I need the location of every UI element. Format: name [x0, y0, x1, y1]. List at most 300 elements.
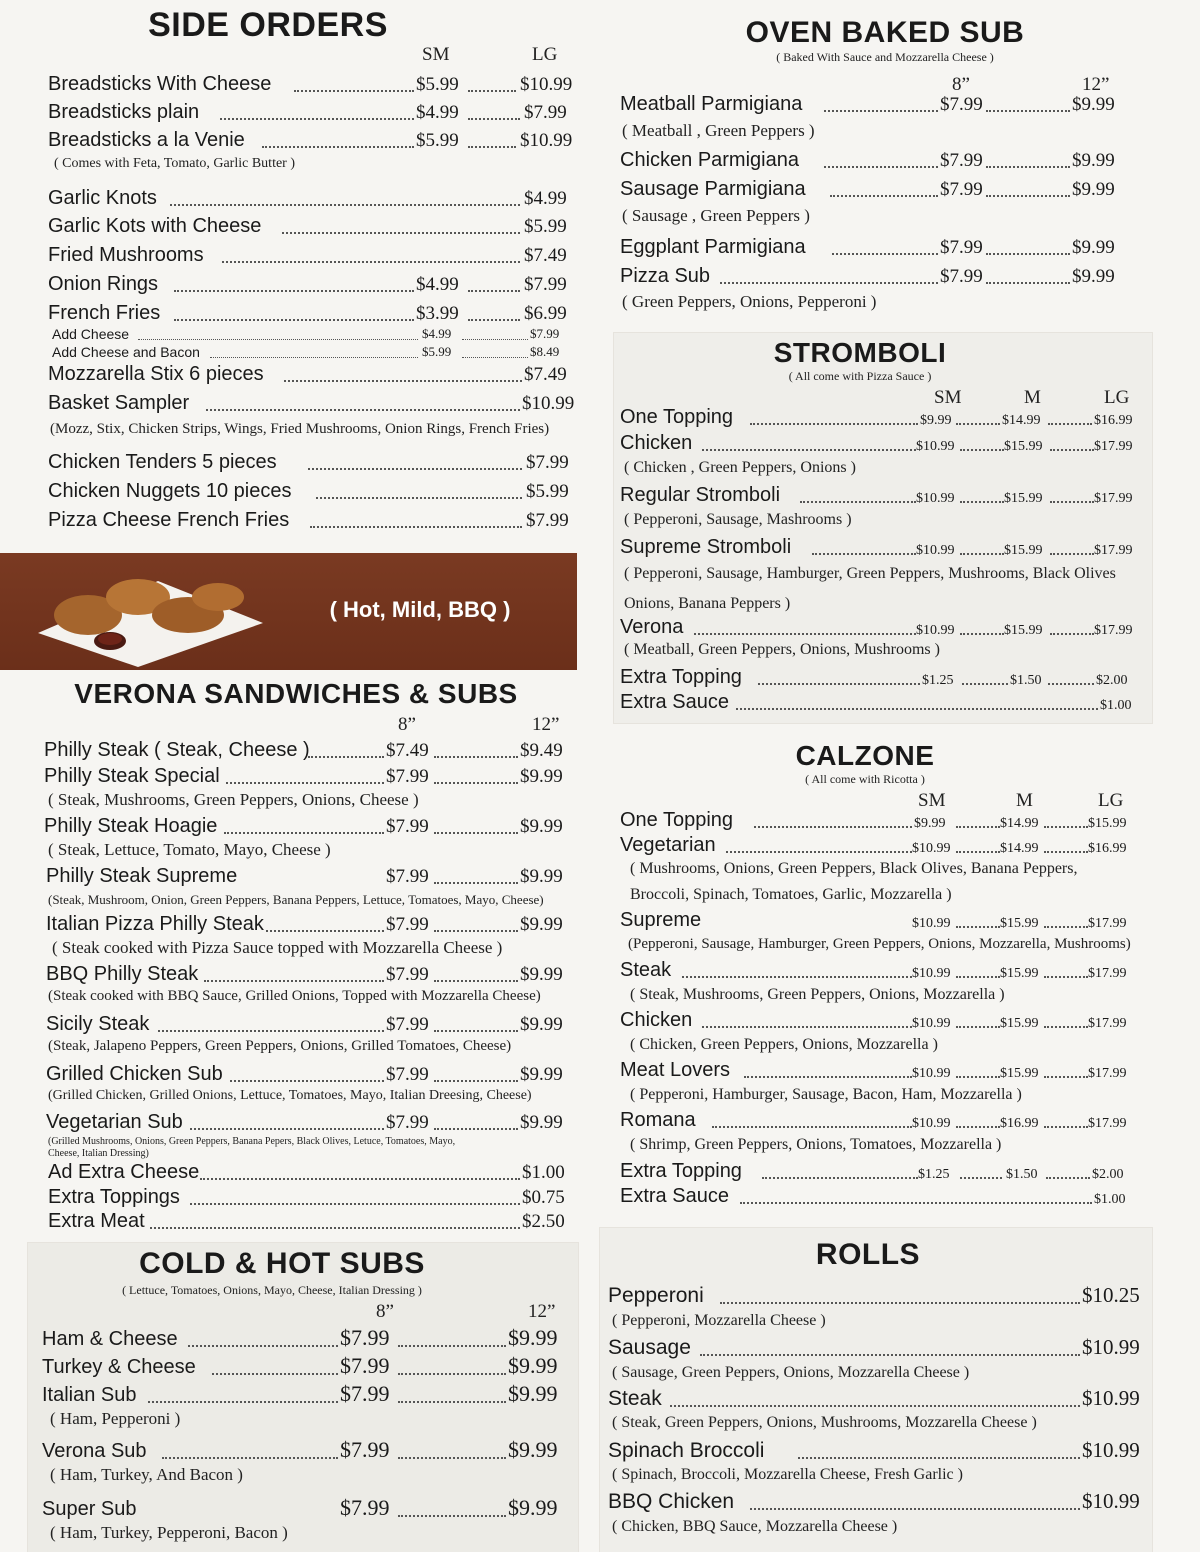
- price-lg: $7.99: [526, 510, 569, 531]
- item-description: (Steak, Mushroom, Onion, Green Peppers, Banana Peppers, Lettuce, Tomatoes, Mayo, Cheese): [48, 892, 544, 907]
- item-name: Onion Rings: [48, 273, 159, 295]
- leader-dots: [308, 756, 384, 758]
- leader-dots: [204, 980, 384, 982]
- menu-item[interactable]: [44, 1185, 568, 1211]
- price-lg: $17.99: [1094, 491, 1133, 506]
- section-subtitle: ( All come with Pizza Sauce ): [788, 369, 932, 383]
- item-name: Garlic Knots: [48, 187, 157, 209]
- menu-item[interactable]: [44, 1062, 568, 1088]
- leader-dots: [956, 1076, 1000, 1078]
- price-lg: $17.99: [1088, 966, 1127, 981]
- leader-dots: [956, 826, 1000, 828]
- leader-dots: [1050, 501, 1094, 503]
- price-8: $7.99: [340, 1325, 390, 1350]
- menu-item[interactable]: [620, 690, 1140, 716]
- item-description: (Grilled Mushrooms, Onions, Green Peppers, Banana Pepers, Black Olives, Letuce, Tomatoes, Mayo,: [48, 1136, 456, 1147]
- price-lg: $17.99: [1088, 1066, 1127, 1081]
- menu-item[interactable]: [620, 483, 1140, 509]
- price-sm: $10.99: [912, 1016, 951, 1031]
- leader-dots: [468, 290, 520, 292]
- column-header-sm: SM: [934, 387, 962, 408]
- leader-dots: [174, 319, 414, 321]
- price-sm: $10.99: [912, 841, 951, 856]
- menu-item[interactable]: [620, 833, 1140, 859]
- price-8: $7.99: [386, 816, 429, 837]
- menu-item[interactable]: [48, 128, 573, 154]
- leader-dots: [230, 1080, 384, 1082]
- price-lg: $17.99: [1088, 916, 1127, 931]
- leader-dots: [158, 1030, 384, 1032]
- menu-item[interactable]: [608, 1383, 1148, 1413]
- section-title: CALZONE: [795, 740, 935, 771]
- item-name: Italian Sub: [42, 1384, 137, 1406]
- leader-dots: [694, 633, 916, 635]
- price-m: $14.99: [1000, 841, 1039, 856]
- price-sm: $5.99: [422, 344, 452, 359]
- menu-item[interactable]: [620, 808, 1140, 834]
- item-name: One Topping: [620, 809, 734, 831]
- item-name: Chicken: [620, 1009, 693, 1031]
- item-name: BBQ Chicken: [608, 1490, 735, 1513]
- item-name: Sausage: [608, 1336, 691, 1359]
- price-12: $1.00: [522, 1162, 565, 1183]
- leader-dots: [1048, 423, 1092, 425]
- section-title: OVEN BAKED SUB: [745, 16, 1025, 49]
- item-name: Meatball Parmigiana: [620, 93, 803, 115]
- price-sm: $5.99: [416, 130, 459, 151]
- leader-dots: [206, 409, 520, 411]
- leader-dots: [986, 110, 1070, 112]
- menu-item[interactable]: [44, 864, 568, 890]
- price-m: $15.99: [1004, 439, 1043, 454]
- leader-dots: [434, 980, 518, 982]
- item-name: Breadsticks a la Venie: [48, 129, 245, 151]
- leader-dots: [754, 826, 912, 828]
- price-lg: $5.99: [524, 216, 567, 237]
- leader-dots: [1050, 449, 1094, 451]
- leader-dots: [832, 253, 938, 255]
- menu-item[interactable]: [42, 1379, 572, 1409]
- leader-dots: [282, 232, 520, 234]
- menu-item[interactable]: [42, 1435, 572, 1465]
- item-name: Chicken Parmigiana: [620, 149, 799, 171]
- item-description: ( Chicken, BBQ Sauce, Mozzarella Cheese ): [612, 1518, 898, 1535]
- leader-dots: [284, 380, 522, 382]
- leader-dots: [220, 118, 414, 120]
- price-lg: $7.49: [524, 245, 567, 266]
- price-12: $9.99: [1072, 237, 1115, 258]
- menu-item[interactable]: [620, 264, 1120, 290]
- menu-item[interactable]: [48, 301, 568, 327]
- leader-dots: [434, 1080, 518, 1082]
- price-8: $7.99: [386, 1014, 429, 1035]
- leader-dots: [210, 357, 418, 358]
- menu-item[interactable]: [42, 1351, 572, 1381]
- menu-item[interactable]: [620, 1108, 1140, 1134]
- verona-sandwiches-section: [44, 676, 568, 1236]
- wings-plate-image: [18, 563, 268, 667]
- price-sm: $10.99: [916, 543, 955, 558]
- price-lg: $7.99: [524, 274, 567, 295]
- price-12: $9.99: [520, 964, 563, 985]
- menu-item[interactable]: [48, 100, 568, 126]
- item-description: (Steak, Jalapeno Peppers, Green Peppers, Onions, Grilled Tomatoes, Cheese): [48, 1038, 512, 1054]
- leader-dots: [824, 110, 938, 112]
- leader-dots: [190, 1203, 520, 1205]
- price-lg: $7.99: [530, 326, 560, 341]
- price-8: $7.99: [386, 914, 429, 935]
- item-name: Vegetarian Sub: [46, 1111, 183, 1133]
- price-12: $9.49: [520, 740, 563, 761]
- item-name: Grilled Chicken Sub: [46, 1063, 223, 1085]
- leader-dots: [800, 501, 916, 503]
- menu-item[interactable]: [42, 1493, 572, 1523]
- item-description: ( Pepperoni, Sausage, Mashrooms ): [624, 511, 852, 528]
- price: $10.99: [1082, 1438, 1140, 1462]
- price-8: $7.99: [940, 237, 983, 258]
- menu-item[interactable]: [620, 92, 1120, 118]
- price-sm: $1.25: [918, 1167, 950, 1182]
- price-lg: $16.99: [1094, 413, 1133, 428]
- menu-item[interactable]: [620, 431, 1140, 457]
- menu-item[interactable]: [44, 1110, 568, 1136]
- leader-dots: [294, 90, 414, 92]
- menu-item[interactable]: [620, 615, 1140, 641]
- leader-dots: [162, 1457, 338, 1459]
- leader-dots: [960, 553, 1004, 555]
- item-name: Philly Steak Supreme: [46, 865, 238, 887]
- price-m: $1.50: [1010, 673, 1042, 688]
- leader-dots: [170, 204, 520, 206]
- price-lg: $2.00: [1096, 673, 1128, 688]
- cold-hot-subs-section: [42, 1243, 572, 1543]
- item-name: Meat Lovers: [620, 1059, 731, 1081]
- leader-dots: [212, 1373, 338, 1375]
- item-name: Turkey & Cheese: [42, 1356, 196, 1378]
- menu-item[interactable]: [620, 235, 1120, 261]
- leader-dots: [960, 449, 1004, 451]
- leader-dots: [1044, 976, 1088, 978]
- price-12: $9.99: [520, 1014, 563, 1035]
- item-name: Add Cheese and Bacon: [52, 344, 200, 360]
- price: $10.99: [1082, 1489, 1140, 1513]
- price-12: $9.99: [508, 1353, 558, 1378]
- price-sm: $5.99: [416, 74, 459, 95]
- menu-item[interactable]: [620, 405, 1140, 431]
- leader-dots: [762, 1177, 918, 1179]
- price: $10.99: [1082, 1386, 1140, 1410]
- item-description: ( Chicken, Green Peppers, Onions, Mozzarella ): [630, 1036, 938, 1053]
- item-name: Verona: [620, 616, 684, 638]
- item-description: ( Pepperoni, Mozzarella Cheese ): [612, 1312, 826, 1329]
- leader-dots: [200, 1178, 520, 1180]
- section-title: COLD & HOT SUBS: [139, 1247, 425, 1280]
- leader-dots: [148, 1401, 338, 1403]
- item-name: Verona Sub: [42, 1440, 147, 1462]
- menu-item[interactable]: [48, 186, 568, 212]
- price-8: $7.99: [386, 964, 429, 985]
- price-8: $7.99: [940, 266, 983, 287]
- calzone-section: [620, 736, 1140, 1216]
- leader-dots: [1048, 683, 1094, 685]
- menu-item[interactable]: [620, 177, 1120, 203]
- price-lg: $6.99: [524, 303, 567, 324]
- leader-dots: [398, 1515, 506, 1517]
- price-lg: $1.00: [1100, 698, 1132, 713]
- leader-dots: [1046, 1177, 1090, 1179]
- item-description: ( Steak cooked with Pizza Sauce topped with Mozzarella Cheese ): [52, 938, 503, 957]
- price-12: $9.99: [1072, 150, 1115, 171]
- price-8: $7.99: [340, 1353, 390, 1378]
- leader-dots: [308, 468, 522, 470]
- item-description: (Steak cooked with BBQ Sauce, Grilled Onions, Topped with Mozzarella Cheese): [48, 988, 541, 1004]
- menu-item[interactable]: [44, 814, 568, 840]
- leader-dots: [720, 282, 938, 284]
- price-12: $9.99: [520, 816, 563, 837]
- price-12: $9.99: [1072, 179, 1115, 200]
- menu-item[interactable]: [620, 665, 1140, 691]
- price-8: $7.99: [940, 179, 983, 200]
- section-subtitle: ( Lettuce, Tomatoes, Onions, Mayo, Cheese, Italian Dressing ): [122, 1283, 422, 1297]
- item-description: ( Comes with Feta, Tomato, Garlic Butter ): [54, 156, 295, 171]
- leader-dots: [190, 1128, 384, 1130]
- menu-item[interactable]: [48, 362, 568, 388]
- leader-dots: [956, 1126, 1000, 1128]
- leader-dots: [720, 1302, 1080, 1304]
- item-name: Pizza Cheese French Fries: [48, 509, 290, 531]
- item-name: Supreme: [620, 909, 702, 931]
- menu-item[interactable]: [44, 738, 568, 764]
- menu-item[interactable]: [42, 1323, 572, 1353]
- item-name: Pizza Sub: [620, 265, 711, 287]
- menu-item[interactable]: [620, 958, 1140, 984]
- leader-dots: [702, 1026, 912, 1028]
- menu-item[interactable]: [620, 1184, 1140, 1210]
- menu-item[interactable]: [48, 391, 575, 417]
- leader-dots: [174, 290, 414, 292]
- leader-dots: [962, 683, 1008, 685]
- price-12: $9.99: [1072, 94, 1115, 115]
- item-description: ( Ham, Turkey, And Bacon ): [50, 1465, 243, 1484]
- wings-flavors: ( Hot, Mild, BBQ ): [329, 597, 511, 622]
- menu-item[interactable]: [44, 1160, 568, 1186]
- menu-item[interactable]: [608, 1486, 1148, 1516]
- menu-item[interactable]: [44, 1209, 568, 1235]
- leader-dots: [1044, 1126, 1088, 1128]
- item-name: Breadsticks plain: [48, 101, 200, 123]
- column-header-12: 12”: [1082, 74, 1110, 95]
- item-name: Steak: [608, 1387, 662, 1410]
- price-lg: $17.99: [1094, 439, 1133, 454]
- menu-item[interactable]: [44, 962, 568, 988]
- menu-item[interactable]: [44, 912, 568, 938]
- item-name: Add Cheese: [52, 326, 130, 342]
- menu-item[interactable]: [48, 508, 568, 534]
- column-header-m: M: [1024, 387, 1041, 408]
- leader-dots: [434, 1030, 518, 1032]
- item-description: Onions, Banana Peppers ): [624, 595, 791, 612]
- price-lg: $7.49: [524, 364, 567, 385]
- menu-item[interactable]: [48, 272, 568, 298]
- price-12: $9.99: [520, 766, 563, 787]
- side-orders-section: [48, 0, 575, 540]
- leader-dots: [310, 526, 522, 528]
- leader-dots: [462, 339, 528, 340]
- item-description: ( Spinach, Broccoli, Mozzarella Cheese, Fresh Garlic ): [612, 1466, 963, 1483]
- leader-dots: [434, 1128, 518, 1130]
- menu-item[interactable]: [608, 1280, 1148, 1310]
- price-sm: $10.99: [916, 439, 955, 454]
- leader-dots: [830, 195, 938, 197]
- price-sm: $10.99: [912, 916, 951, 931]
- price-lg: $10.99: [520, 74, 573, 95]
- item-name: Chicken Tenders 5 pieces: [48, 451, 277, 473]
- rolls-section: [608, 1228, 1148, 1548]
- leader-dots: [712, 1126, 912, 1128]
- price-8: $7.99: [340, 1381, 390, 1406]
- leader-dots: [986, 253, 1070, 255]
- leader-dots: [986, 282, 1070, 284]
- item-name: Chicken: [620, 432, 693, 454]
- column-header-8: 8”: [398, 714, 416, 735]
- item-description: ( Chicken , Green Peppers, Onions ): [624, 459, 856, 476]
- section-subtitle: ( Baked With Sauce and Mozzarella Cheese ): [776, 50, 994, 64]
- menu-item[interactable]: [620, 535, 1140, 561]
- menu-item[interactable]: [620, 148, 1120, 174]
- price: $10.99: [1082, 1335, 1140, 1359]
- leader-dots: [986, 195, 1070, 197]
- leader-dots: [150, 1227, 520, 1229]
- leader-dots: [398, 1373, 506, 1375]
- menu-item[interactable]: [48, 344, 568, 362]
- leader-dots: [226, 782, 384, 784]
- menu-item[interactable]: [620, 1159, 1140, 1185]
- leader-dots: [956, 423, 1000, 425]
- item-name: Extra Sauce: [620, 1185, 729, 1207]
- price-8: $7.99: [340, 1437, 390, 1462]
- leader-dots: [726, 851, 912, 853]
- leader-dots: [468, 90, 516, 92]
- leader-dots: [750, 423, 918, 425]
- rolls-panel: [600, 1228, 1152, 1552]
- price-m: $14.99: [1002, 413, 1041, 428]
- price-8: $7.49: [386, 740, 429, 761]
- menu-item[interactable]: [620, 1008, 1140, 1034]
- leader-dots: [434, 782, 518, 784]
- item-description: ( Pepperoni, Hamburger, Sausage, Bacon, Ham, Mozzarella ): [630, 1086, 1022, 1103]
- menu-item[interactable]: [48, 450, 568, 476]
- menu-item[interactable]: [48, 326, 568, 344]
- price-sm: $3.99: [416, 303, 459, 324]
- cold-hot-subs-panel: [28, 1243, 578, 1552]
- price-8: $7.99: [340, 1495, 390, 1520]
- price-sm: $10.99: [912, 1116, 951, 1131]
- leader-dots: [188, 1345, 338, 1347]
- price-lg: $16.99: [1088, 841, 1127, 856]
- column-header-lg: LG: [1104, 387, 1130, 408]
- leader-dots: [1044, 826, 1088, 828]
- menu-item[interactable]: [44, 1012, 568, 1038]
- menu-item[interactable]: [620, 908, 1140, 934]
- item-name: Extra Meat: [48, 1210, 145, 1232]
- price-lg: $1.00: [1094, 1192, 1126, 1207]
- leader-dots: [956, 976, 1000, 978]
- oven-baked-section: [620, 0, 1120, 320]
- item-name: Supreme Stromboli: [620, 536, 792, 558]
- menu-item[interactable]: [608, 1332, 1148, 1362]
- item-description: ( Meatball , Green Peppers ): [622, 121, 815, 140]
- leader-dots: [956, 1026, 1000, 1028]
- item-description: (Mozz, Stix, Chicken Strips, Wings, Fried Mushrooms, Onion Rings, French Fries): [50, 421, 550, 437]
- price-sm: $9.99: [920, 413, 952, 428]
- price-lg: $17.99: [1094, 623, 1133, 638]
- leader-dots: [682, 976, 912, 978]
- item-name: Extra Sauce: [620, 691, 729, 713]
- price-m: $1.50: [1006, 1167, 1038, 1182]
- leader-dots: [434, 930, 518, 932]
- item-name: Extra Toppings: [48, 1186, 180, 1208]
- price-lg: $7.99: [526, 452, 569, 473]
- price-lg: $17.99: [1088, 1116, 1127, 1131]
- column-header-12: 12”: [532, 714, 560, 735]
- column-header-sm: SM: [918, 790, 946, 811]
- stromboli-panel: [614, 333, 1152, 723]
- leader-dots: [758, 683, 920, 685]
- item-description: ( Mushrooms, Onions, Green Peppers, Black Olives, Banana Peppers,: [630, 860, 1078, 877]
- leader-dots: [986, 166, 1070, 168]
- item-name: Eggplant Parmigiana: [620, 236, 806, 258]
- leader-dots: [702, 449, 916, 451]
- leader-dots: [266, 930, 384, 932]
- column-header-8: 8”: [952, 74, 970, 95]
- menu-item[interactable]: [44, 764, 568, 790]
- leader-dots: [956, 926, 1000, 928]
- price-m: $16.99: [1000, 1116, 1039, 1131]
- price-12: $9.99: [520, 914, 563, 935]
- price-lg: $4.99: [524, 188, 567, 209]
- item-name: Spinach Broccoli: [608, 1439, 765, 1462]
- price-sm: $1.25: [922, 673, 954, 688]
- item-name: BBQ Philly Steak: [46, 963, 199, 985]
- menu-item[interactable]: [48, 214, 568, 240]
- price-lg: $2.00: [1092, 1167, 1124, 1182]
- leader-dots: [798, 1457, 1080, 1459]
- item-name: Regular Stromboli: [620, 484, 781, 506]
- menu-item[interactable]: [48, 72, 573, 98]
- leader-dots: [224, 832, 384, 834]
- price-m: $15.99: [1000, 1066, 1039, 1081]
- leader-dots: [736, 708, 1098, 710]
- price-sm: $10.99: [916, 623, 955, 638]
- leader-dots: [468, 146, 516, 148]
- leader-dots: [1050, 553, 1094, 555]
- price-lg: $8.49: [530, 344, 560, 359]
- column-header-8: 8”: [376, 1301, 394, 1322]
- price-lg: $17.99: [1094, 543, 1133, 558]
- leader-dots: [740, 1202, 1092, 1204]
- leader-dots: [960, 1177, 1002, 1179]
- menu-item[interactable]: [48, 479, 568, 505]
- menu-item[interactable]: [48, 243, 568, 269]
- leader-dots: [670, 1405, 1080, 1407]
- price-12: $9.99: [520, 866, 563, 887]
- leader-dots: [262, 146, 414, 148]
- leader-dots: [398, 1457, 506, 1459]
- menu-item[interactable]: [620, 1058, 1140, 1084]
- menu-item[interactable]: [608, 1435, 1148, 1465]
- leader-dots: [956, 851, 1000, 853]
- item-description: ( Ham, Pepperoni ): [50, 1409, 181, 1428]
